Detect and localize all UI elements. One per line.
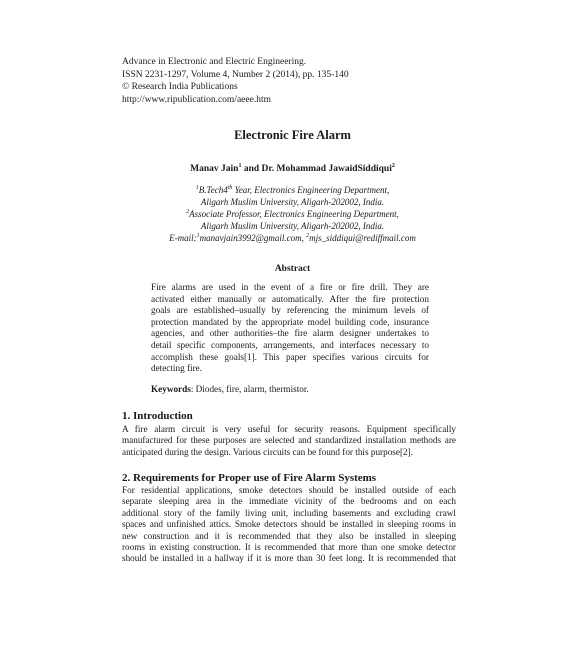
body-line: separate sleeping area in the immediate vicinity of the bedrooms and on each: [122, 496, 456, 507]
body-line: For residential applications, smoke detectors should be installed outside of each: [122, 485, 456, 495]
keywords: [151, 384, 309, 394]
paper-title: Electronic Fire Alarm: [234, 128, 351, 142]
body-line: spaces and unfinished attics. Smoke detectors should be installed in sleeping rooms in: [122, 519, 456, 530]
email-line: E-mail:$^1$manavjain3992@gmail.com, $^2$mjs_siddiqui@rediffmail.com: [169, 233, 416, 243]
abstract-line: detecting fire.: [151, 363, 203, 374]
body-line: manufactured for these purposes are selected and standardized installation methods are: [122, 435, 456, 446]
body-line: should be installed in a hallway if it is more than 30 feet long. It is recommended that: [122, 553, 456, 564]
body-line: additional story of the family living unit, including basements and excluding crawl: [122, 507, 456, 518]
keywords-list: : Diodes, fire, alarm, thermistor.: [190, 384, 309, 394]
section-heading-introduction: 1. Introduction: [122, 410, 193, 422]
affiliation-line: $^1$B.Tech4th Year, Electronics Engineering Department,: [195, 185, 390, 195]
section-heading-requirements: 2. Requirements for Proper use of Fire Alarm Systems: [122, 472, 377, 484]
abstract-line: protection mandated by the appropriate model building code, insurance: [151, 316, 429, 327]
body-line: rooms in existing construction. It is recommended that more than one smoke detector: [122, 542, 456, 553]
abstract-line: goals are established–usually by referencing the minimum levels of: [151, 305, 429, 316]
journal-header: [122, 56, 349, 106]
author-1: Manav Jain: [190, 164, 239, 174]
body-line: new construction and it is recommended that they also be installed in sleeping: [122, 530, 456, 541]
affiliation-line: Aligarh Muslim University, Aligarh-202002, India.: [200, 221, 385, 231]
abstract-line: accomplish these goals[1]. This paper specifies various circuits for: [151, 351, 429, 362]
journal-publisher: © Research India Publications: [122, 82, 238, 92]
journal-name: Advance in Electronic and Electric Engineering.: [122, 57, 307, 67]
keywords-label: Keywords: [151, 384, 191, 394]
affiliation-line: $^2$Associate Professor, Electronics Engineering Department,: [186, 209, 399, 219]
author-2: and Dr. Mohammad JawaidSiddiqui: [241, 164, 392, 174]
affiliation-line: Aligarh Muslim University, Aligarh-202002, India.: [200, 197, 385, 207]
abstract-line: activated either manually or automatically. After the fire protection: [151, 293, 429, 304]
abstract-line: Fire alarms are used in the event of a fire or fire drill. They are: [151, 282, 429, 292]
abstract-line: agencies, and other authorities–the fire alarm designer undertakes to: [151, 328, 429, 339]
section-body-introduction: [122, 424, 456, 458]
author-line: Manav Jain$^1$ and Dr. Mohammad JawaidSiddiqui$^2$: [190, 162, 395, 174]
journal-issn: ISSN 2231-1297, Volume 4, Number 2 (2014), pp. 135-140: [122, 69, 349, 80]
body-line: A fire alarm circuit is very useful for security reasons. Equipment specifically: [122, 424, 456, 434]
abstract-body: [151, 282, 429, 375]
abstract-heading: Abstract: [274, 264, 311, 274]
section-body-requirements: [122, 485, 456, 565]
affiliations: [0, 184, 585, 244]
abstract-line: detail specific components, arrangements, and interfaces necessary to: [151, 339, 429, 350]
journal-url: http://www.ripublication.com/aeee.htm: [122, 94, 271, 105]
body-line: anticipated during the design. Various circuits can be found for this purpose[2].: [122, 446, 413, 457]
